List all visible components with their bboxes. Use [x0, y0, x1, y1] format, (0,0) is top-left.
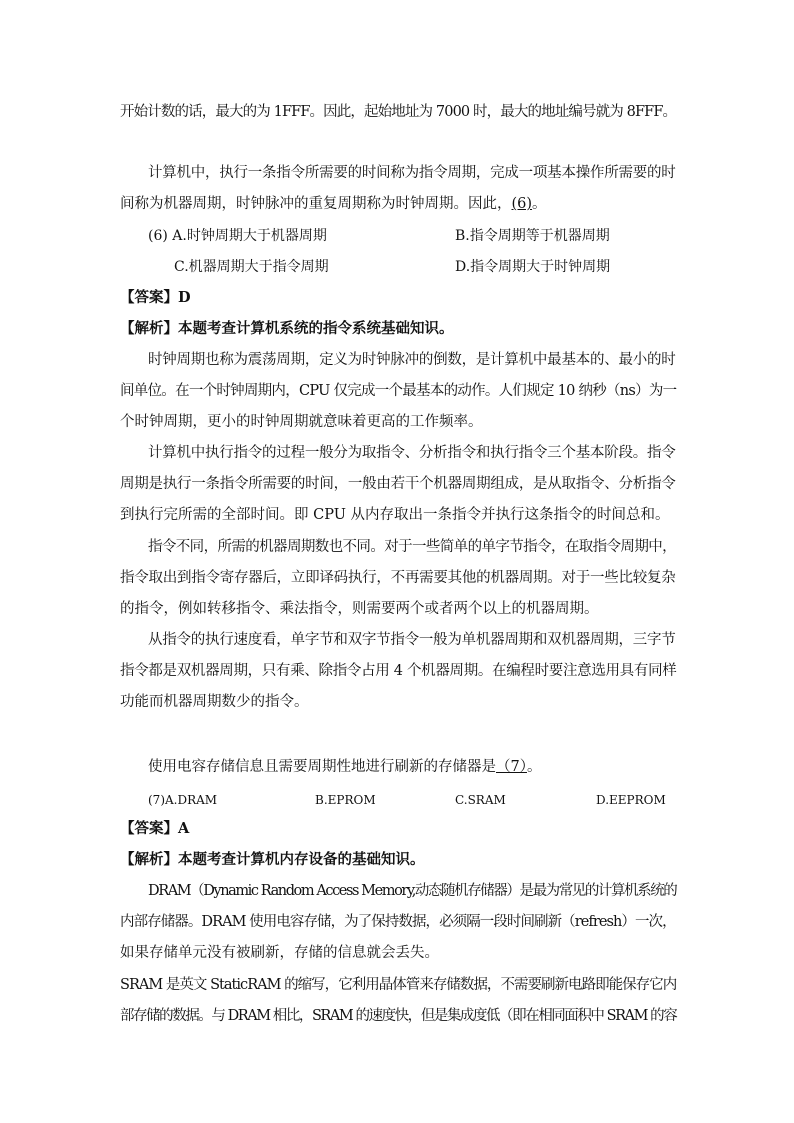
option-7b: B.EPROM	[315, 793, 376, 807]
analysis-text: 时钟周期也称为震荡周期，定义为时钟脉冲的倒数，是计算机中最基本的、最小的时	[148, 352, 676, 368]
stem-text: 使用电容存储信息且需要周期性地进行刷新的存储器是	[148, 759, 496, 775]
stem-text: 间称为机器周期，时钟脉冲的重复周期称为时钟周期。因此，	[120, 196, 512, 212]
answer-label: 【答案】	[120, 289, 178, 306]
analysis-text: 从指令的执行速度看，单字节和双字节指令一般为单机器周期和双机器周期，三字节	[148, 632, 676, 648]
text-line: 开始计数的话，最大的为 1FFF。因此，起始地址为 7000 时，最大的地址编号就为 8FFF。	[120, 104, 677, 120]
stem-end: 。	[526, 759, 542, 775]
analysis-text: 功能而机器周期数少的指令。	[120, 694, 309, 710]
analysis-text: 部存储的数据。与 DRAM 相比，SRAM 的速度快，但是集成度低（即在相同面积中 SRAM 的容	[120, 1008, 677, 1024]
answer-label: 【答案】	[120, 820, 178, 837]
analysis-text: 指令取出到指令寄存器后，立即译码执行，不再需要其他的机器周期。对于一些比较复杂	[120, 570, 676, 586]
option-7d: D.EEPROM	[596, 793, 666, 807]
option-7c: C.SRAM	[455, 793, 506, 807]
answer-value: D	[178, 289, 191, 306]
analysis-6-heading	[120, 319, 454, 339]
option-7a: (7)A.DRAM	[148, 793, 218, 807]
analysis-text: DRAM（Dynamic Random Access Memory,动态随机存储器）是最为常见的计算机系统的	[148, 883, 677, 899]
option-6d: D.指令周期大于时钟周期	[455, 259, 611, 275]
question-7-stem	[148, 757, 541, 777]
analysis-7-heading	[120, 850, 425, 870]
analysis-text: 指令不同，所需的机器周期数也不同。对于一些简单的单字节指令，在取指令周期中，	[148, 539, 676, 555]
analysis-label: 【解析】	[120, 320, 178, 337]
analysis-text: 内部存储器。DRAM 使用电容存储，为了保持数据，必须隔一段时间刷新（refresh）一次，	[120, 914, 676, 930]
stem-end: 。	[532, 196, 547, 212]
answer-value: A	[178, 820, 190, 837]
analysis-label: 【解析】	[120, 851, 178, 868]
answer-7	[120, 819, 189, 839]
question-6-stem: 计算机中，执行一条指令所需要的时间称为指令周期，完成一项基本操作所需要的时	[148, 165, 676, 181]
analysis-text: 间单位。在一个时钟周期内，CPU 仅完成一个最基本的动作。人们规定 10 纳秒（ns）为一	[120, 383, 677, 399]
option-6c: C.机器周期大于指令周期	[174, 259, 329, 275]
analysis-text: 如果存储单元没有被刷新，存储的信息就会丢失。	[120, 945, 439, 961]
analysis-text: 个时钟周期，更小的时钟周期就意味着更高的工作频率。	[120, 414, 483, 430]
question-6-stem-cont	[120, 194, 547, 214]
answer-6	[120, 288, 191, 308]
analysis-text: 计算机中执行指令的过程一般分为取指令、分析指令和执行指令三个基本阶段。指令	[148, 445, 676, 461]
analysis-text: 周期是执行一条指令所需要的时间，一般由若干个机器周期组成，是从取指令、分析指令	[120, 476, 676, 492]
blank-7: （7）	[496, 759, 527, 775]
analysis-text: 的指令，例如转移指令、乘法指令，则需要两个或者两个以上的机器周期。	[120, 601, 599, 617]
blank-6: (6)	[511, 196, 533, 212]
option-6b: B.指令周期等于机器周期	[455, 228, 610, 244]
analysis-title: 本题考查计算机系统的指令系统基础知识。	[178, 320, 454, 337]
analysis-text: 指令都是双机器周期，只有乘、除指令占用 4 个机器周期。在编程时要注意选用具有同样	[120, 663, 677, 679]
analysis-title: 本题考查计算机内存设备的基础知识。	[178, 851, 425, 868]
analysis-text: SRAM 是英文 StaticRAM 的缩写，它利用晶体管来存储数据，不需要刷新电路即能保存它内	[120, 977, 677, 993]
analysis-text: 到执行完所需的全部时间。即 CPU 从内存取出一条指令并执行这条指令的时间总和。	[120, 507, 670, 523]
option-6a: (6) A.时钟周期大于机器周期	[148, 228, 327, 244]
